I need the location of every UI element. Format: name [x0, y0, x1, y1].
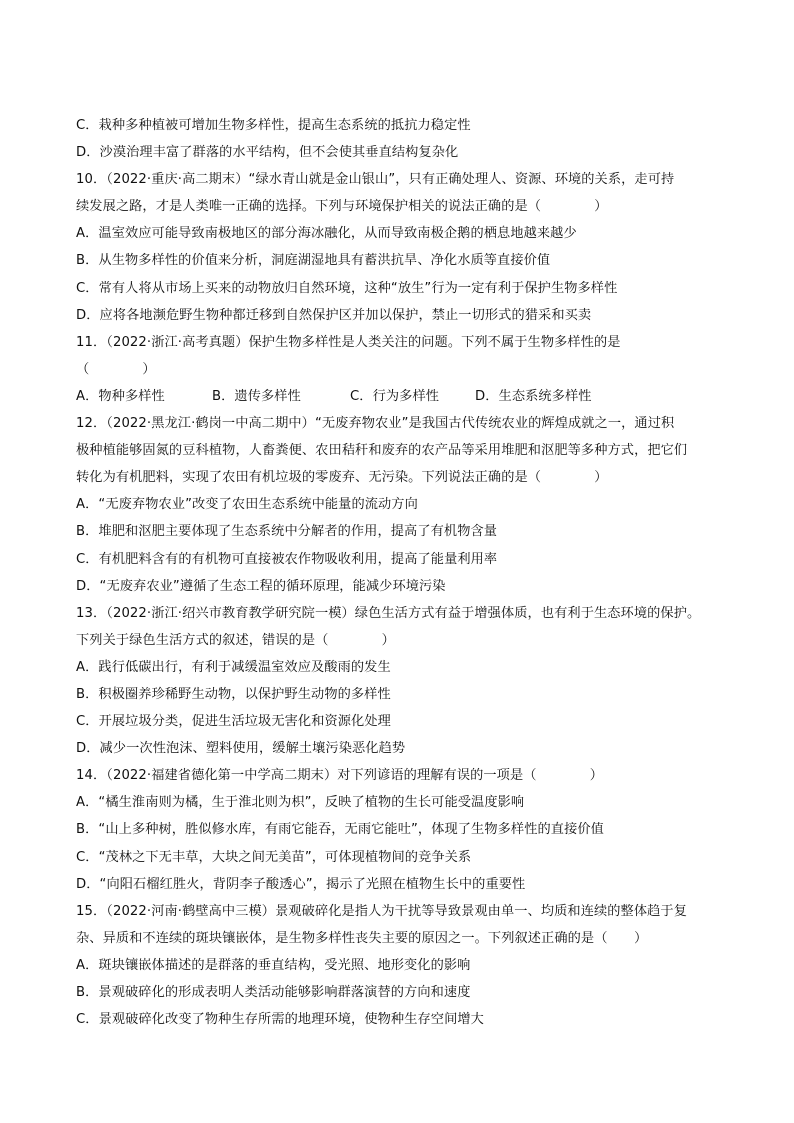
question-11-option-d: D．生态系统多样性	[475, 388, 592, 404]
question-13-option-d: D．减少一次性泡沫、塑料使用，缓解土壤污染恶化趋势	[76, 741, 406, 757]
question-14-option-b: B．“山上多种树，胜似修水库，有雨它能吞，无雨它能吐”，体现了生物多样性的直接价值	[76, 822, 604, 838]
question-15-option-a: A．斑块镶嵌体描述的是群落的垂直结构，受光照、地形变化的影响	[76, 957, 471, 973]
question-14-option-d: D．“向阳石榴红胜火，背阴李子酸透心”，揭示了光照在植物生长中的重要性	[76, 876, 526, 892]
question-15-option-c: C．景观破碎化改变了物种生存所需的地理环境，使物种生存空间增大	[76, 1012, 484, 1028]
text-line: C．栽种多种植被可增加生物多样性，提高生态系统的抵抗力稳定性	[76, 118, 471, 133]
question-10-option-d: D．应将各地濒危野生物种都迁移到自然保护区并加以保护，禁止一切形式的猎采和买卖	[76, 307, 592, 323]
question-11-stem: 11．（2022·浙江·高考真题）保护生物多样性是人类关注的问题。下列不属于生物多样性的是	[76, 334, 621, 350]
question-10-option-a: A．温室效应可能导致南极地区的部分海冰融化，从而导致南极企鹅的栖息地越来越少	[76, 226, 577, 242]
question-12-option-d: D．“无废弃农业”遵循了生态工程的循环原理，能减少环境污染	[76, 578, 446, 594]
question-10-option-c: C．常有人将从市场上买来的动物放归自然环境，这种“放生”行为一定有利于保护生物多样性	[76, 280, 618, 296]
question-11-option-c: C．行为多样性	[350, 388, 440, 404]
question-15-stem: 杂、异质和不连续的斑块镶嵌体，是生物多样性丧失主要的原因之一。下列叙述正确的是（ ）	[76, 930, 648, 946]
question-11-stem: （ ）	[76, 361, 156, 377]
question-14-option-a: A．“橘生淮南则为橘，生于淮北则为枳”，反映了植物的生长可能受温度影响	[76, 795, 525, 811]
question-10-stem: 续发展之路，才是人类唯一正确的选择。下列与环境保护相关的说法正确的是（ ）	[76, 199, 608, 215]
question-11-option-b: B．遗传多样性	[212, 388, 301, 404]
question-13-stem: 13．（2022·浙江·绍兴市教育教学研究院一模）绿色生活方式有益于增强体质，也有利于生态环境的保护。	[76, 605, 701, 621]
question-11-options	[76, 383, 724, 410]
question-10-stem: 10．（2022·重庆·高二期末）“绿水青山就是金山银山”，只有正确处理人、资源、环境的关系，走可持	[76, 172, 675, 188]
question-12-stem: 转化为有机肥料，实现了农田有机垃圾的零废弃、无污染。下列说法正确的是（ ）	[76, 470, 608, 486]
question-14-stem: 14．（2022·福建省德化第一中学高二期末）对下列谚语的理解有误的一项是（ ）	[76, 768, 603, 784]
document-page	[76, 112, 724, 1033]
question-13-option-c: C．开展垃圾分类，促进生活垃圾无害化和资源化处理	[76, 714, 391, 730]
question-10-option-b: B．从生物多样性的价值来分析，洞庭湖湿地具有蓄洪抗旱、净化水质等直接价值	[76, 253, 551, 269]
question-11-option-a: A．物种多样性	[76, 388, 165, 404]
question-12-stem: 12．（2022·黑龙江·鹤岗一中高二期中）“无废弃物农业”是我国古代传统农业的辉煌成就之一，通过积	[76, 416, 675, 432]
question-12-stem: 极种植能够固氮的豆科植物，人畜粪便、农田秸秆和废弃的农产品等采用堆肥和沤肥等多种方式，把它们	[76, 443, 688, 459]
question-13-option-b: B．积极圈养珍稀野生动物，以保护野生动物的多样性	[76, 686, 391, 702]
question-13-stem: 下列关于绿色生活方式的叙述，错误的是（ ）	[76, 632, 395, 648]
text-line: D．沙漠治理丰富了群落的水平结构，但不会使其垂直结构复杂化	[76, 145, 459, 161]
question-12-option-b: B．堆肥和沤肥主要体现了生态系统中分解者的作用，提高了有机物含量	[76, 524, 498, 540]
question-14-option-c: C．“茂林之下无丰草，大块之间无美苗”，可体现植物间的竞争关系	[76, 849, 472, 865]
question-12-option-a: A．“无废弃物农业”改变了农田生态系统中能量的流动方向	[76, 497, 418, 513]
question-15-option-b: B．景观破碎化的形成表明人类活动能够影响群落演替的方向和速度	[76, 985, 471, 1000]
question-15-stem: 15．（2022·河南·鹤壁高中三模）景观破碎化是指人为干扰等导致景观由单一、均质和连续的整体趋于复	[76, 903, 687, 919]
question-12-option-c: C．有机肥料含有的有机物可直接被农作物吸收利用，提高了能量利用率	[76, 551, 498, 567]
question-13-option-a: A．践行低碳出行，有利于减缓温室效应及酸雨的发生	[76, 659, 391, 675]
